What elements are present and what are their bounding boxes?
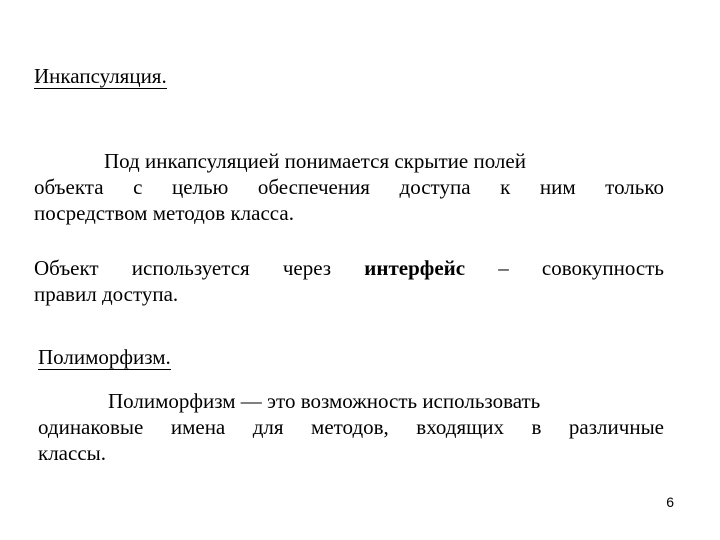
interface-line-2: правил доступа. [34,282,179,306]
definition-line-1: Под инкапсуляцией понимается скрытие полей [104,149,526,173]
encapsulation-definition [34,148,664,226]
interface-text-after: – совокупность [465,256,664,280]
interface-paragraph [34,255,664,307]
definition-line-3: посредством методов класса. [34,201,294,225]
interface-line-1 [34,255,664,281]
definition-line-2: объекта с целью обеспечения доступа к ним только [34,175,664,199]
poly-line-3: классы. [38,441,107,465]
poly-line-1: Полиморфизм — это возможность использовать [108,389,541,413]
page-number: 6 [666,494,674,510]
interface-term: интерфейс [364,256,466,280]
encapsulation-heading: Инкапсуляция. [34,64,167,88]
interface-text-before: Объект используется через [34,256,365,280]
poly-line-2: одинаковые имена для методов, входящих в различные [38,415,664,439]
polymorphism-definition [38,388,664,466]
polymorphism-heading: Полиморфизм. [38,345,171,369]
